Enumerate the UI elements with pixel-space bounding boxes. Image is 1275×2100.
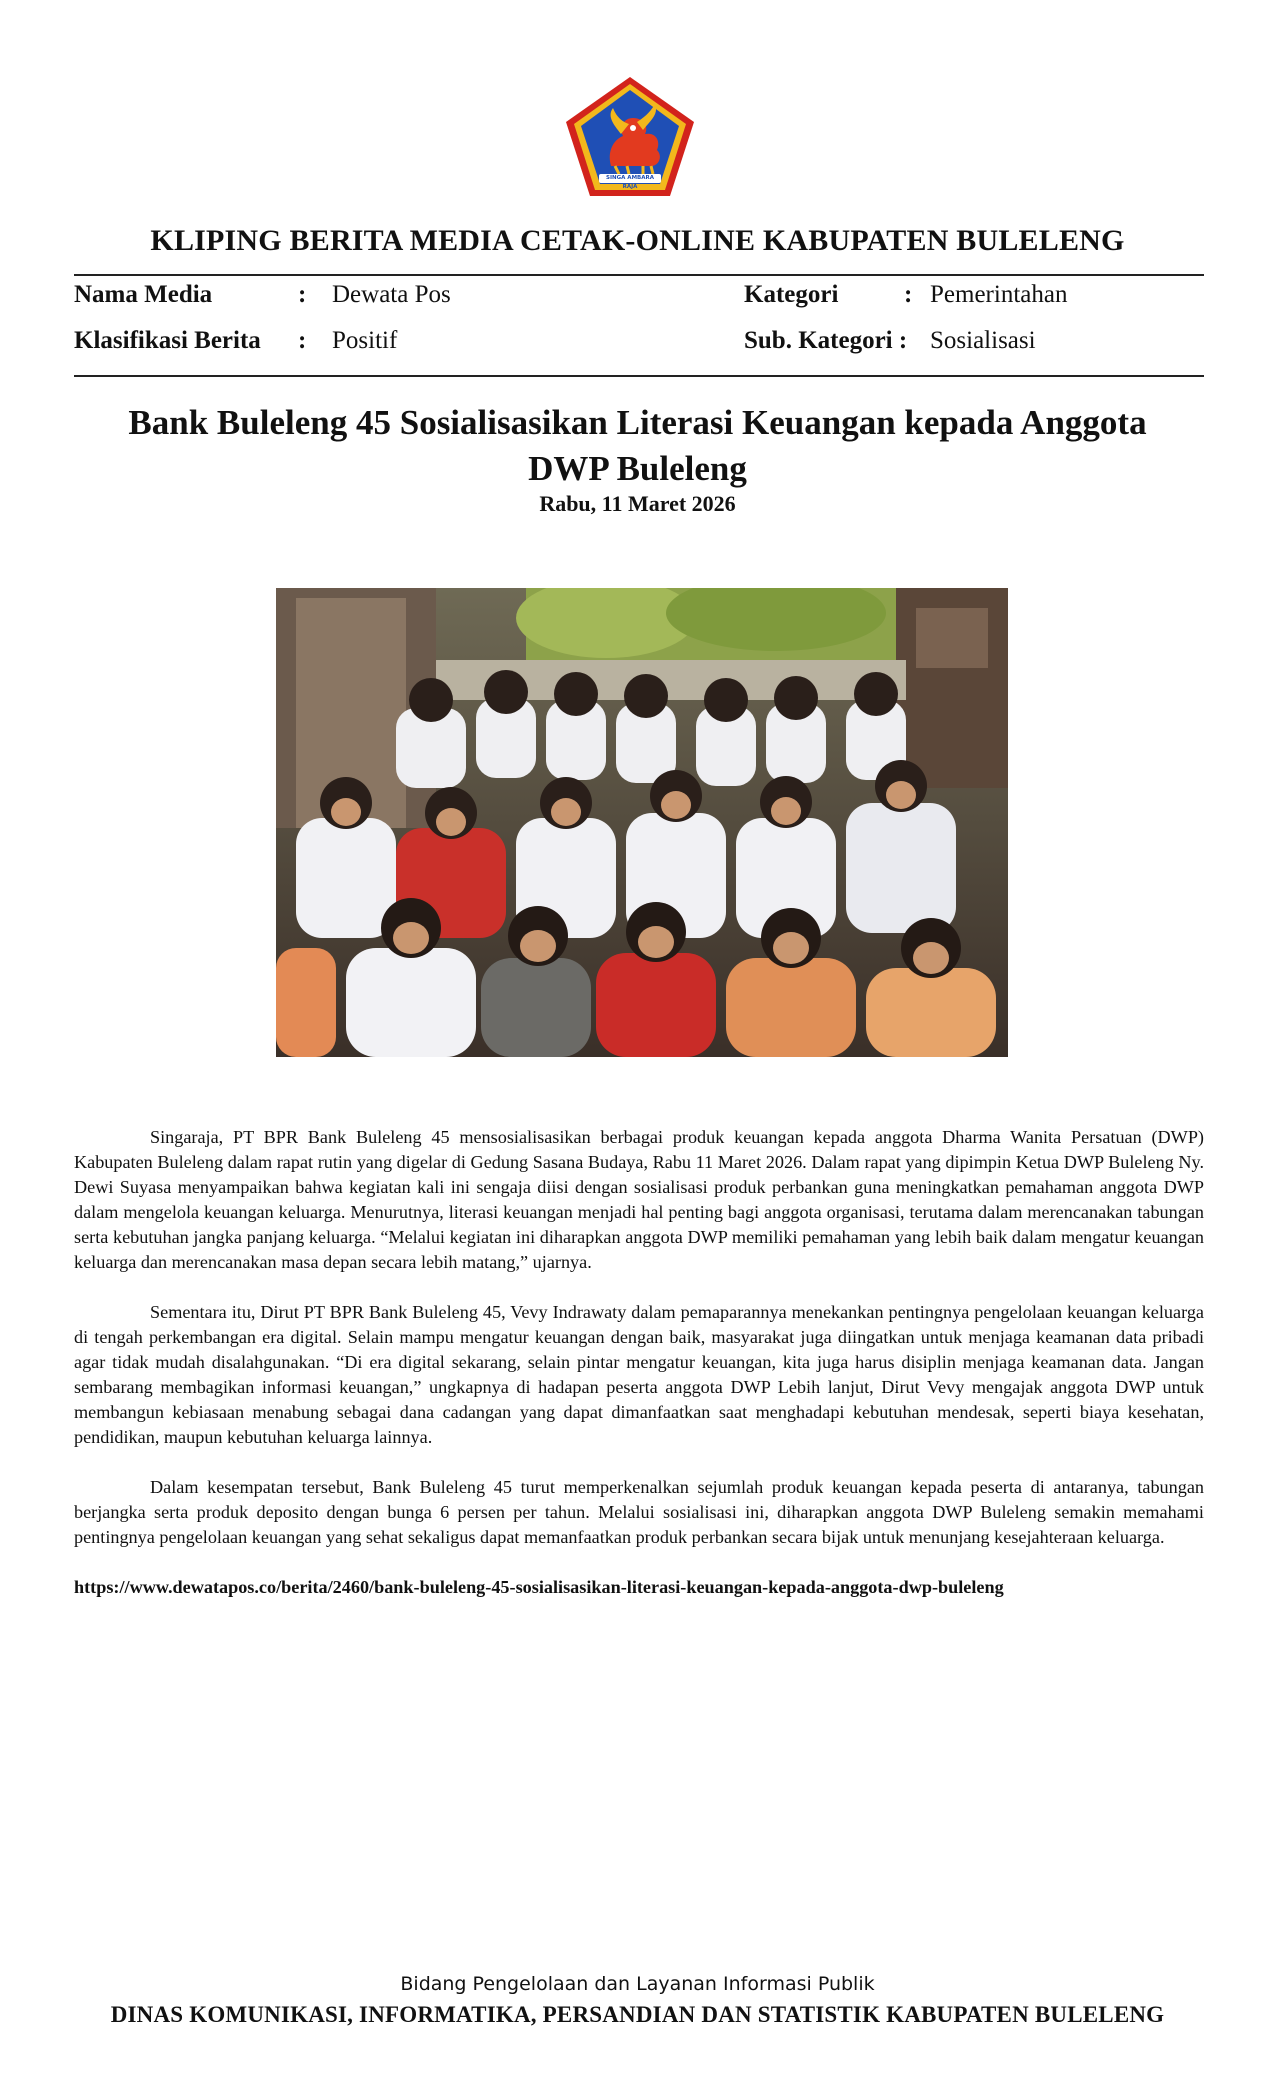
clipping-title: KLIPING BERITA MEDIA CETAK-ONLINE KABUPATEN BULELENG — [150, 224, 1125, 257]
media-separator: : — [298, 281, 307, 308]
media-label: Nama Media — [74, 281, 213, 308]
divider-bottom — [74, 375, 1204, 377]
source-link[interactable]: https://www.dewatapos.co/berita/2460/bank-buleleng-45-sosialisasikan-literasi-keuangan-kepada-anggota-dwp-buleleng — [74, 1577, 1004, 1597]
classification-label: Klasifikasi Berita — [74, 327, 261, 354]
subcategory-value: Sosialisasi — [930, 327, 1036, 354]
article-paragraph: Singaraja, PT BPR Bank Buleleng 45 mensosialisasikan berbagai produk keuangan kepada anggota Dharma Wanita Persatuan (DWP) Kabupaten Buleleng dalam rapat rutin yang digelar di Gedung Sasana Budaya, Rabu 11 Maret 2026. Dalam rapat yang dipimpin Ketua DWP Buleleng Ny. Dewi Suyasa menyampaikan bahwa kegiatan kali ini sengaja diisi dengan sosialisasi produk perbankan guna meningkatkan pemahaman anggota DWP dalam mengelola keuangan keluarga. Menurutnya, literasi keuangan menjadi hal penting bagi anggota organisasi, terutama dalam merencanakan tabungan serta kebutuhan jangka panjang keluarga. “Melalui kegiatan ini diharapkan anggota DWP memiliki pemahaman yang lebih baik dalam mengatur keuangan keluarga dan merencanakan masa depan secara lebih matang,” ujarnya. — [74, 1127, 1204, 1272]
emblem-motto: SINGA AMBARA RAJA — [606, 175, 654, 190]
article-body — [74, 1125, 1204, 1625]
footer-agency: DINAS KOMUNIKASI, INFORMATIKA, PERSANDIAN DAN STATISTIK KABUPATEN BULELENG — [110, 2002, 1165, 2027]
divider-top — [74, 274, 1204, 276]
meta-row-classification — [74, 327, 1204, 367]
article-paragraph: Sementara itu, Dirut PT BPR Bank Buleleng 45, Vevy Indrawaty dalam pemaparannya menekankan pentingnya pengelolaan keuangan keluarga di tengah perkembangan era digital. Selain mampu mengatur keuangan dengan baik, masyarakat juga diingatkan untuk menjaga keamanan data pribadi agar tidak mudah disalahgunakan. “Di era digital sekarang, selain pintar mengatur keuangan, kita juga harus disiplin menjaga keamanan data. Jangan sembarang membagikan informasi keuangan,” ungkapnya di hadapan peserta anggota DWP Lebih lanjut, Dirut Vevy mengajak anggota DWP untuk membangun kebiasaan menabung sebagai dana cadangan yang dapat dimanfaatkan saat menghadapi kebutuhan mendesak, seperti biaya kesehatan, pendidikan, maupun kebutuhan keluarga lainnya. — [74, 1302, 1204, 1447]
media-value: Dewata Pos — [332, 281, 451, 308]
footer-department: Bidang Pengelolaan dan Layanan Informasi Publik — [400, 1973, 875, 1995]
meta-row-media — [74, 281, 1204, 321]
article-photo — [276, 588, 1008, 1057]
category-separator: : — [904, 281, 913, 308]
article-paragraph: Dalam kesempatan tersebut, Bank Buleleng 45 turut memperkenalkan sejumlah produk keuangan kepada peserta di antaranya, tabungan berjangka serta produk deposito dengan bunga 6 persen per tahun. Melalui sosialisasi ini, diharapkan anggota DWP Buleleng semakin memahami pentingnya pengelolaan keuangan yang sehat sekaligus dapat memanfaatkan produk perbankan secara bijak untuk menunjang kesejahteraan keluarga. — [74, 1477, 1204, 1547]
classification-value: Positif — [332, 327, 398, 354]
article-date: Rabu, 11 Maret 2026 — [539, 491, 736, 516]
subcategory-label: Sub. Kategori : — [744, 327, 908, 354]
category-label: Kategori — [744, 281, 839, 308]
buleleng-emblem-logo — [563, 74, 697, 199]
article-headline: Bank Buleleng 45 Sosialisasikan Literasi Keuangan kepada Anggota DWP Buleleng — [128, 403, 1147, 488]
category-value: Pemerintahan — [930, 281, 1068, 308]
classification-separator: : — [298, 327, 307, 354]
